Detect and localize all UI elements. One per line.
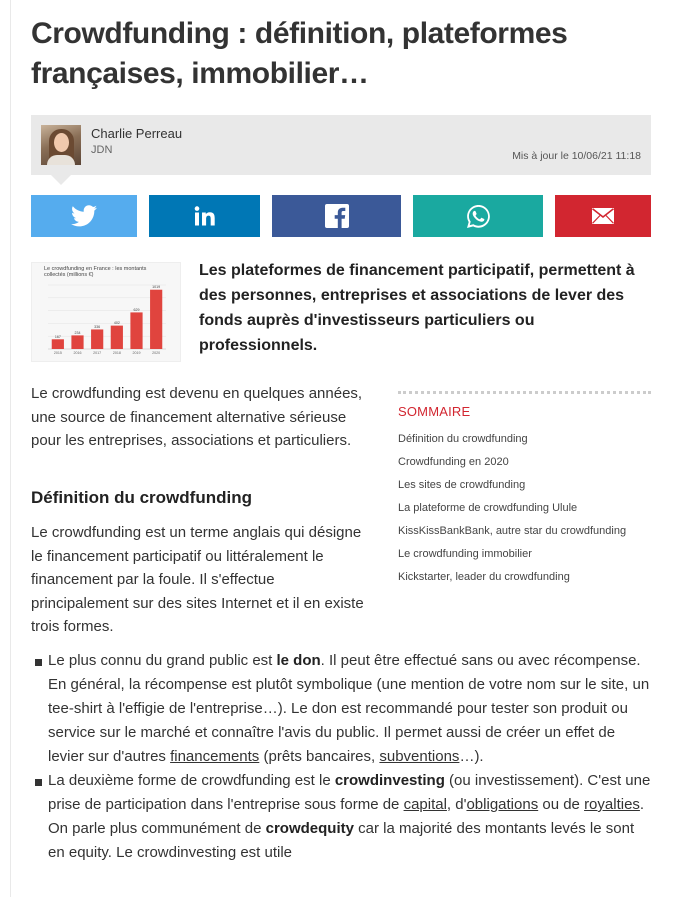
chart-bar [130, 312, 142, 349]
link-obligations[interactable]: obligations [466, 796, 539, 813]
chart-bar [71, 335, 83, 349]
share-linkedin-button[interactable] [149, 195, 260, 237]
chart-tick-label: 2015 [53, 351, 62, 355]
toc-item[interactable]: Définition du crowdfunding [398, 433, 528, 445]
section-heading: Définition du crowdfunding [31, 488, 252, 507]
crowdfunding-forms-list [33, 649, 653, 865]
author-avatar[interactable] [41, 125, 81, 165]
twitter-icon [71, 205, 97, 227]
toc-item[interactable]: La plateforme de crowdfunding Ulule [398, 502, 578, 514]
chart-tick-label: 2019 [132, 351, 141, 355]
chart-title: Le crowdfunding en France : les montants collectés (millions €) [44, 266, 147, 278]
chart-data-label: 1019 [152, 285, 161, 290]
bold-term: crowdinvesting [334, 772, 445, 789]
definition-paragraph: Le crowdfunding est un terme anglais qui désigne le financement participatif ou littéralement le financement par la foule. Il s'effectue principalement sur des sites Internet et il en existe trois formes. [31, 524, 364, 635]
article-title: Crowdfunding : définition, plateformes françaises, immobilier… [31, 17, 568, 90]
mail-icon [592, 208, 614, 224]
chart-tick-label: 2017 [93, 351, 102, 355]
author-org: JDN [91, 144, 113, 156]
link-royalties[interactable]: royalties [584, 796, 640, 813]
chart-tick-label: 2020 [152, 351, 161, 355]
chart-bar [150, 290, 162, 349]
crowdfunding-bar-chart [42, 281, 172, 359]
toc-item[interactable]: KissKissBankBank, autre star du crowdfunding [398, 525, 627, 537]
toc-item[interactable]: Crowdfunding en 2020 [398, 456, 509, 468]
chart-data-label: 629 [133, 307, 140, 312]
chart-tick-label: 2016 [73, 351, 82, 355]
toc-title: SOMMAIRE [398, 404, 471, 419]
toc-item[interactable]: Les sites de crowdfunding [398, 479, 526, 491]
bold-term: le don [276, 652, 321, 669]
chart-data-label: 167 [54, 334, 61, 339]
chart-data-label: 234 [74, 330, 81, 335]
share-facebook-button[interactable] [272, 195, 401, 237]
share-email-button[interactable] [555, 195, 651, 237]
list-item-don: Le plus connu du grand public est le don. Il peut être effectué sans ou avec récompense. En général, la récompense est plutôt symbolique (une mention de votre nom sur le site, un tee-shirt à l'effigie de l'entreprise…). Le don est recommandé pour tester son produit ou service sur le marché et connaître l'avis du public. Il permet aussi de créer un effet de levier sur d'autres financements (prêts bancaires, subventions…). [33, 649, 653, 769]
linkedin-icon [194, 206, 216, 226]
chart-bar [52, 339, 64, 349]
toc-item[interactable]: Kickstarter, leader du crowdfunding [398, 571, 570, 583]
share-twitter-button[interactable] [31, 195, 137, 237]
intro-paragraph: Le crowdfunding est devenu en quelques années, une source de financement alternative sérieuse pour les entreprises, associations et particuliers. [31, 385, 363, 449]
link-capital[interactable]: capital [403, 796, 447, 813]
link-subventions[interactable]: subventions [379, 748, 460, 765]
chart-tick-label: 2018 [112, 351, 121, 355]
bold-term: crowdequity [265, 820, 354, 837]
share-whatsapp-button[interactable] [413, 195, 543, 237]
whatsapp-icon [466, 204, 491, 229]
chart-data-label: 336 [94, 324, 101, 329]
list-item-crowdinvesting: La deuxième forme de crowdfunding est le crowdinvesting (ou investissement). C'est une prise de participation dans l'entreprise sous forme de capital, d'obligations ou de royalties. On parle plus communément de crowdequity car la majorité des montants levés le sont en equity. Le crowdinvesting est utile [33, 769, 653, 865]
chart-thumbnail[interactable] [31, 262, 181, 362]
chart-data-label: 402 [113, 321, 120, 326]
article-page [10, 0, 682, 897]
table-of-contents [398, 391, 651, 589]
toc-item[interactable]: Le crowdfunding immobilier [398, 548, 532, 560]
article-lead: Les plateformes de financement participatif, permettent à des personnes, entreprises et associations de lever des fonds auprès d'investisseurs particuliers ou professionnels. [199, 262, 635, 354]
chart-bar [111, 326, 123, 349]
chart-bar [91, 329, 103, 349]
updated-date: Mis à jour le 10/06/21 11:18 [512, 150, 641, 162]
facebook-icon [325, 204, 349, 228]
author-name[interactable]: Charlie Perreau [91, 126, 183, 141]
author-box [31, 115, 651, 175]
link-financements[interactable]: financements [170, 748, 260, 765]
